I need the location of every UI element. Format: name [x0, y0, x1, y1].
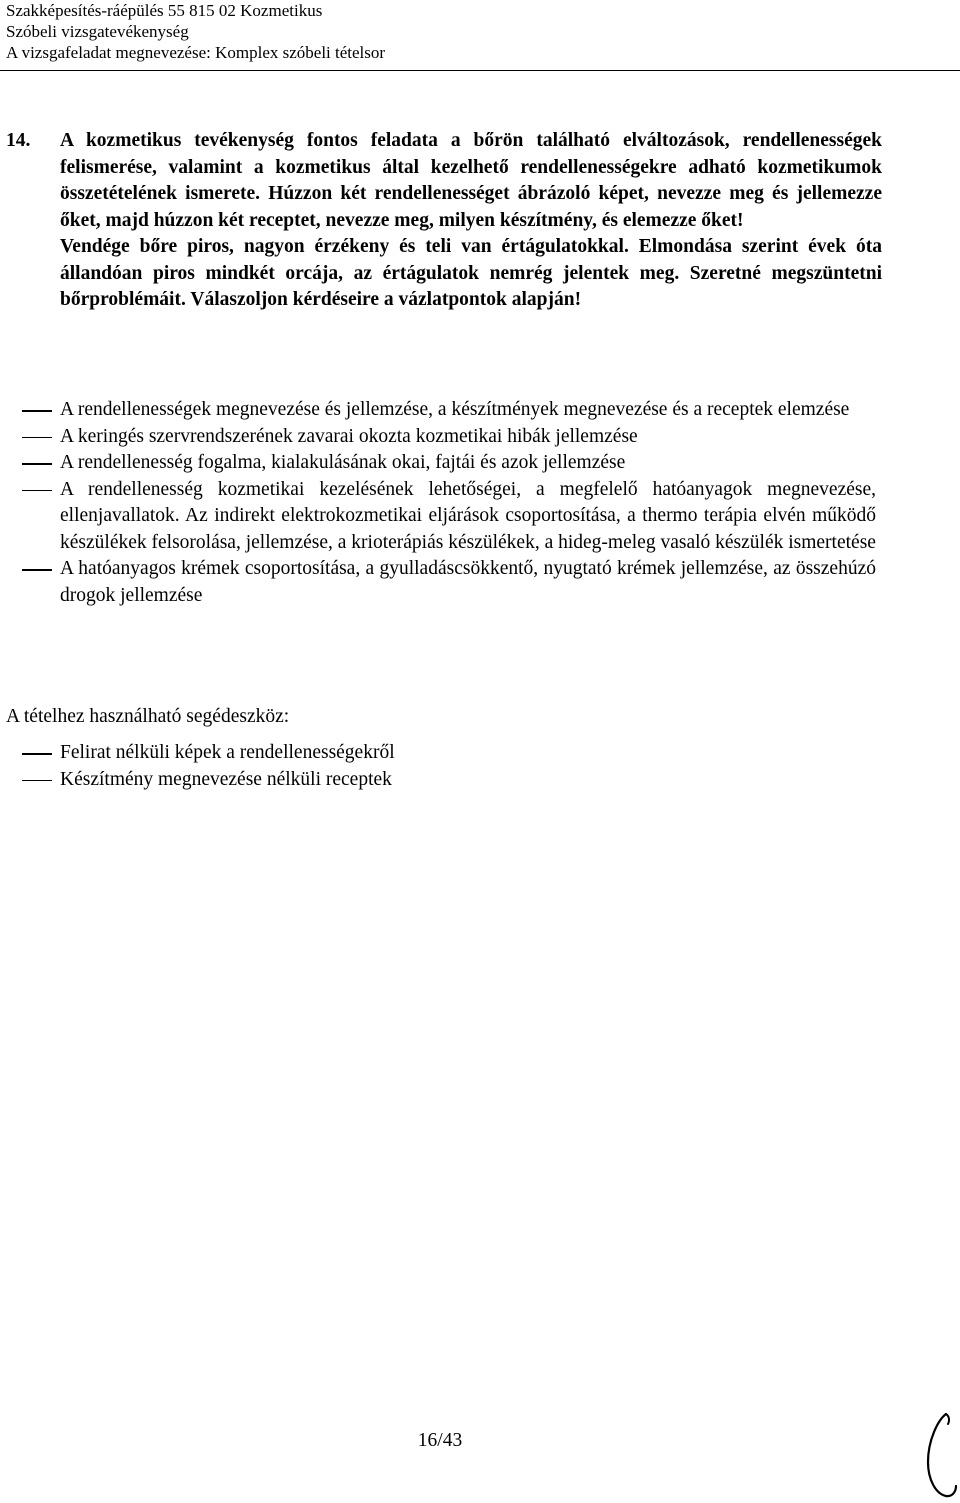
tools-item [6, 740, 876, 767]
outline-item [6, 450, 876, 477]
outline-item [6, 556, 876, 609]
page-header [6, 0, 946, 63]
outline-item [6, 397, 876, 424]
outline-item [6, 477, 876, 557]
handwritten-signature [916, 1410, 960, 1503]
question-task-paragraph: A kozmetikus tevékenység fontos feladata a bőrön található elváltozások, rendellenességek felismerése, valamint a kozmetikus által kezelhető rendellenességekre adható kozmetikumok összetételének ismerete. Húzzon két rendellenességet ábrázoló képet, nevezze meg és jellemezze őket, majd húzzon két receptet, nevezze meg, milyen készítmény, és elemezze őket! [60, 130, 882, 231]
header-task-name: A vizsgafeladat megnevezése: Komplex szóbeli tételsor [6, 43, 386, 62]
outline-item [6, 424, 876, 451]
outline-list [6, 397, 876, 609]
header-exam-activity: Szóbeli vizsgatevékenység [6, 22, 189, 41]
tools-item-text: Készítmény megnevezése nélküli receptek [60, 768, 392, 790]
tools-item [6, 767, 876, 794]
dash-bullet-icon [22, 463, 52, 465]
dash-bullet-icon [22, 753, 52, 755]
outline-item-text: A rendellenesség kozmetikai kezelésének lehetőségei, a megfelelő hatóanyagok megnevezése, ellenjavallatok. Az indirekt elektrokozmetikai eljárások csoportosítása, a thermo terápia elvén működő készülékek felsorolása, jellemzése, a krioterápiás készülékek, a hideg-meleg vasaló készülék ismertetése [60, 478, 876, 553]
outline-item-text: A rendellenesség fogalma, kialakulásának okai, fajtái és azok jellemzése [60, 452, 626, 473]
tools-heading: A tételhez használható segédeszköz: [6, 706, 290, 727]
dash-bullet-icon [22, 437, 52, 439]
outline-item-text: A rendellenességek megnevezése és jellemzése, a készítmények megnevezése és a receptek elemzése [60, 399, 850, 420]
header-divider [0, 70, 960, 71]
dash-bullet-icon [22, 410, 52, 412]
header-qualification: Szakképesítés-ráépülés 55 815 02 Kozmetikus [6, 1, 323, 20]
outline-item-text: A hatóanyagos krémek csoportosítása, a gyulladáscsökkentő, nyugtató krémek jellemzése, az összehúzó drogok jellemzése [60, 558, 876, 606]
tools-list [6, 740, 876, 793]
page-number: 16/43 [417, 1430, 463, 1451]
question-text [60, 128, 882, 314]
question-number: 14. [6, 130, 31, 151]
dash-bullet-icon [22, 490, 52, 492]
dash-bullet-icon [22, 780, 52, 782]
dash-bullet-icon [22, 569, 52, 571]
tools-item-text: Felirat nélküli képek a rendellenességekről [60, 742, 395, 763]
question-case-paragraph: Vendége bőre piros, nagyon érzékeny és teli van értágulatokkal. Elmondása szerint évek óta állandóan piros mindkét orcája, az értágulatok nemrég jelentek meg. Szeretné megszüntetni bőrproblémáit. Válaszoljon kérdéseire a vázlatpontok alapján! [60, 236, 882, 310]
outline-item-text: A keringés szervrendszerének zavarai okozta kozmetikai hibák jellemzése [60, 425, 638, 447]
